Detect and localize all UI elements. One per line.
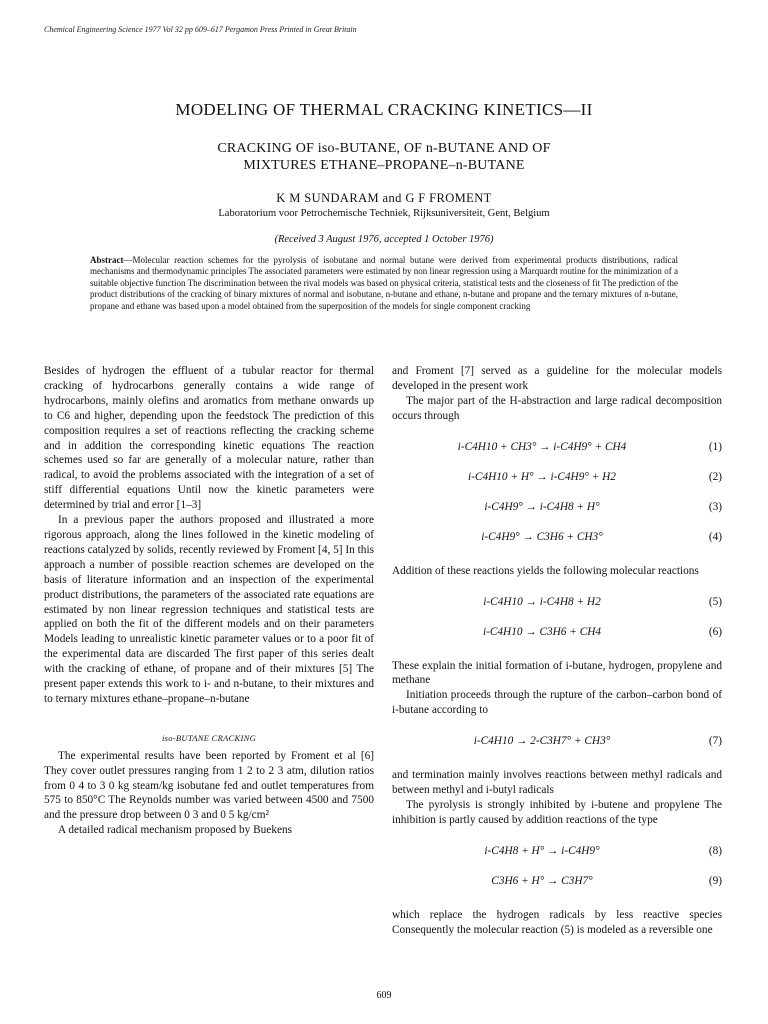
equation: i-C4H8 + H° → i-C4H9° (8) bbox=[484, 844, 722, 857]
page-number: 609 bbox=[376, 990, 392, 1001]
equation-number: (9) bbox=[708, 874, 722, 887]
paragraph: Besides of hydrogen the effluent of a tubular reactor for thermal cracking of hydrocarbons generally contains a wide range of hydrocarbons, mainly olefins and aromatics from methane onwards up to C6 and higher, depending upon the feedstock The prediction of this composition requires a set of reactions reflecting the cracking scheme and in addition the corresponding kinetic equations The reaction schemes used so far are generally of a molecular nature, rather than radical, to avoid the problems associated with the integration of a set of stiff differential equations Until now the kinetic parameters were determined by trial and error [1–3] bbox=[44, 365, 374, 512]
paragraph: The major part of the H-abstraction and large radical decomposition occurs through bbox=[392, 394, 722, 422]
equation: i-C4H10 + H° → i-C4H9° + H2 (2) bbox=[468, 470, 722, 483]
equation: i-C4H10 → i-C4H8 + H2 (5) bbox=[483, 595, 722, 608]
authors: K M SUNDARAM and G F FROMENT bbox=[276, 191, 492, 205]
equation: i-C4H10 → C3H6 + CH4 (6) bbox=[482, 625, 722, 638]
equation-number: (4) bbox=[708, 530, 722, 543]
equation: i-C4H9° → i-C4H8 + H° (3) bbox=[484, 500, 722, 513]
paragraph: A detailed radical mechanism proposed by Buekens bbox=[58, 824, 293, 837]
paragraph: Initiation proceeds through the rupture of the carbon–carbon bond of i-butane according to bbox=[392, 689, 722, 717]
section-heading: iso-BUTANE CRACKING bbox=[161, 732, 257, 743]
equation-number: (7) bbox=[708, 735, 722, 748]
paragraph: which replace the hydrogen radicals by less reactive species Consequently the molecular reaction (5) is modeled as a reversible one bbox=[392, 908, 722, 936]
paragraph: In a previous paper the authors proposed and illustrated a more rigorous approach, along the lines followed in the kinetic modeling of reactions catalyzed by solids, recently reviewed by Froment [4, 5] In this approach a number of possible reaction schemes are developed on the basis of literature information and an inspection of the experimental product distributions, the parameters of the associated rate equations are estimated by non linear regression techniques and statistical tests are applied on both the fit of the different models and on their parameters Models leading to unrealistic kinetic parameter values or to a poor fit of the experimental data are discarded The first paper of this series dealt with the cracking of ethane, of propane and of their mixtures [5] The present paper extends this work to i- and n-butane, to their mixtures and to ternary mixtures ethane–propane–n-butane bbox=[44, 514, 374, 705]
paragraph: Addition of these reactions yields the following molecular reactions bbox=[392, 564, 699, 577]
equation: i-C4H9° → C3H6 + CH3° (4) bbox=[481, 530, 722, 543]
equation-number: (5) bbox=[708, 595, 722, 608]
left-column bbox=[44, 364, 374, 838]
paragraph: and Froment [7] served as a guideline for the molecular models developed in the present work bbox=[392, 365, 722, 392]
paper-title: MODELING OF THERMAL CRACKING KINETICS—II bbox=[175, 100, 593, 119]
abstract-text: —Molecular reaction schemes for the pyrolysis of isobutane and normal butane were derived from experimental products distributions, radical mechanisms and thermodynamic principles The associated parameters were estimated by non linear regression using a Marquardt routine for the minimization of a suitable objective function The discrimination between the rival models was based on physical criteria, statistical tests and the closeness of fit The prediction of the product distributions of the cracking of binary mixtures of normal and isobutane, n-butane and ethane, n-butane and propane and the ternary mixtures of n-butane, propane and ethane was based upon a model obtained from the superposition of the models for single component cracking bbox=[90, 255, 678, 311]
abstract-label: Abstract bbox=[90, 255, 124, 265]
paragraph: The experimental results have been reported by Froment et al [6] They cover outlet pressures ranging from 1 2 to 2 3 atm, dilution ratios from 0 4 to 3 0 kg steam/kg isobutane fed and outlet temperatures from 575 to 850°C The Reynolds number was varied between 4500 and 7500 and the pressure drop between 0 3 and 0 5 kg/cm² bbox=[44, 749, 374, 822]
equation: i-C4H10 + CH3° → i-C4H9° + CH4 (1) bbox=[457, 440, 722, 453]
paragraph: The pyrolysis is strongly inhibited by i-butene and propylene The inhibition is partly caused by addition reactions of the type bbox=[392, 798, 722, 826]
equation: i-C4H10 → 2-C3H7° + CH3° (7) bbox=[473, 735, 722, 748]
subtitle-line-1: CRACKING OF iso-BUTANE, OF n-BUTANE AND OF bbox=[217, 141, 551, 156]
paragraph: and termination mainly involves reactions between methyl radicals and between methyl and i-butyl radicals bbox=[392, 769, 722, 797]
equation: C3H6 + H° → C3H7° (9) bbox=[491, 874, 722, 887]
received-dates: (Received 3 August 1976, accepted 1 October 1976) bbox=[274, 234, 494, 245]
equation-number: (1) bbox=[708, 440, 722, 453]
affiliation: Laboratorium voor Petrochemische Techniek, Rijksuniversiteit, Gent, Belgium bbox=[218, 208, 550, 219]
subtitle-line-2: MIXTURES ETHANE–PROPANE–n-BUTANE bbox=[243, 158, 525, 173]
right-column bbox=[392, 364, 722, 938]
equation-number: (6) bbox=[708, 625, 722, 638]
equation-number: (3) bbox=[708, 500, 722, 513]
equation-number: (8) bbox=[708, 844, 722, 857]
equation-number: (2) bbox=[708, 470, 722, 483]
paper-subtitle bbox=[0, 140, 768, 174]
abstract bbox=[90, 255, 678, 312]
paragraph: These explain the initial formation of i-butane, hydrogen, propylene and methane bbox=[392, 659, 722, 687]
journal-header: Chemical Engineering Science 1977 Vol 32 pp 609–617 Pergamon Press Printed in Great Britain bbox=[44, 25, 357, 34]
